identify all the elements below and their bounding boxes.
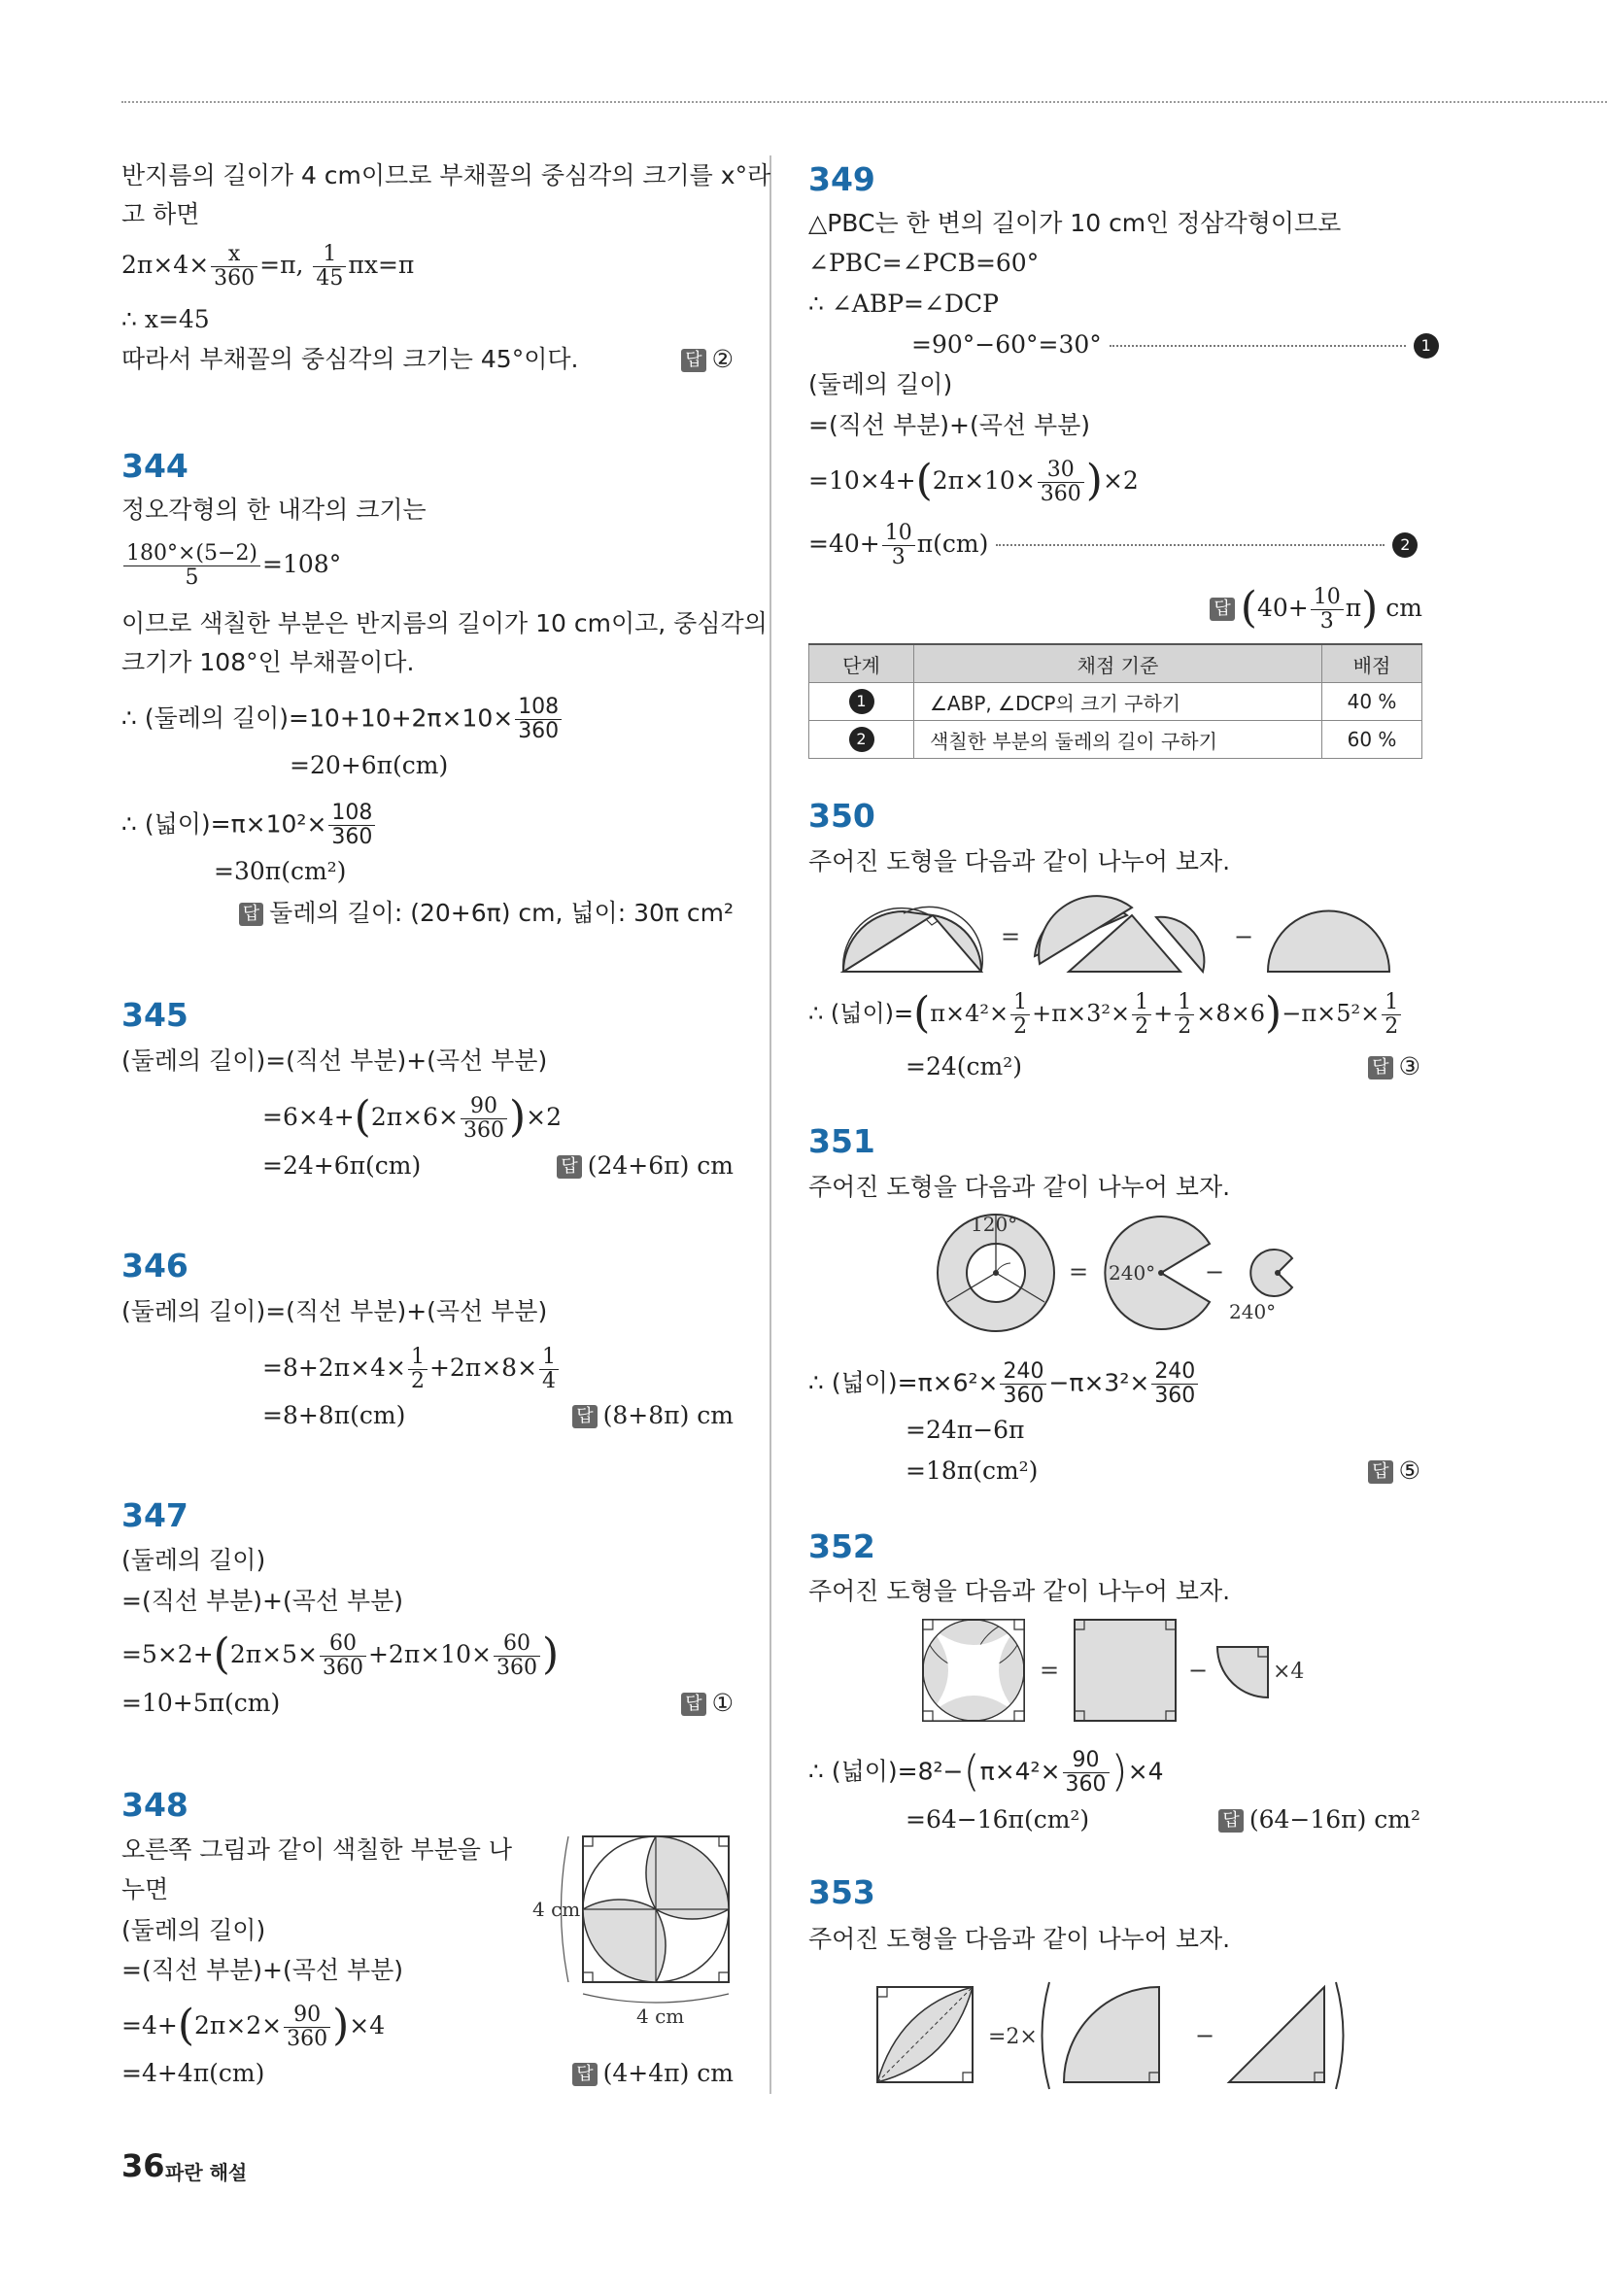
- equation-line: =8+2π×4× $\frac{1}{2}$ +2π×8× $\frac{1}{4}$: [262, 1346, 561, 1393]
- answer-badge: 답: [1210, 598, 1234, 621]
- equation-line: ∠PBC=∠PCB=60°: [808, 249, 1040, 277]
- equals-sign: =: [1001, 923, 1021, 950]
- problem-number: 349: [808, 160, 875, 198]
- answer-badge: 답: [681, 349, 705, 372]
- table-cell: 40 %: [1322, 683, 1422, 721]
- fraction: $\frac{90}{360}$: [284, 2004, 330, 2051]
- problem-number: 345: [121, 996, 188, 1034]
- equation-line: =4+4π(cm): [121, 2059, 265, 2087]
- fraction: $\frac{1}{2}$: [1010, 991, 1030, 1039]
- figure-label: 4 cm: [636, 2005, 685, 2028]
- minus-sign: −: [1188, 1657, 1209, 1684]
- fraction: $\frac{90}{360}$: [1063, 1749, 1110, 1797]
- equation-line: =30π(cm²): [214, 857, 347, 885]
- text-line: =(직선 부분)+(곡선 부분): [121, 1587, 404, 1615]
- fraction: $\frac{108}{360}$: [515, 696, 562, 743]
- text-line: 반지름의 길이가 4 cm이므로 부채꼴의 중심각의 크기를 x°라: [121, 161, 771, 189]
- equation-line: ∴ (넓이)=8²−(π×4²× $\frac{90}{360}$ )×4: [808, 1746, 1164, 1797]
- fraction: $\frac{30}{360}$: [1038, 459, 1084, 506]
- equation-line: =10×4+(2π×10× $\frac{30}{360}$ )×2: [808, 456, 1139, 506]
- text-line: 주어진 도형을 다음과 같이 나누어 보자.: [808, 1925, 1231, 1953]
- answer-badge: 답: [1368, 1460, 1392, 1484]
- text-line: 고 하면: [121, 200, 200, 228]
- problem-number: 350: [808, 797, 875, 835]
- equation-line: =10+5π(cm): [121, 1689, 281, 1717]
- answer: 답 (40+ $\frac{10}{3}$ π) cm: [1210, 586, 1422, 634]
- equation-line: =4+(2π×2× $\frac{90}{360}$ )×4: [121, 2001, 386, 2051]
- step-marker: 1: [849, 689, 874, 714]
- fraction: $\frac{90}{360}$: [461, 1095, 507, 1143]
- table-cell: 60 %: [1322, 721, 1422, 759]
- fraction: $\frac{1}{2}$: [408, 1346, 427, 1393]
- text-line: 누면: [121, 1875, 169, 1903]
- equation-line: ∴ (넓이)=(π×4²× $\frac{1}{2}$ +π×3²× $\frac{1}{2}$ + $\frac{1}{2}$ ×8×6)−π×5²× $\frac{1}{2}$: [808, 991, 1403, 1039]
- equation-line: $\frac{180^\circ\times(5-2)}{5}$ =108°: [121, 542, 341, 590]
- answer: 답 ⑤: [1368, 1452, 1420, 1491]
- answer-badge: 답: [239, 903, 263, 926]
- angle-label: 240°: [1229, 1300, 1277, 1323]
- text-line: 주어진 도형을 다음과 같이 나누어 보자.: [808, 847, 1231, 875]
- text-line: 정오각형의 한 내각의 크기는: [121, 496, 427, 524]
- fraction: $\frac{1}{2}$: [1382, 991, 1401, 1039]
- fraction: $\frac{240}{360}$: [1000, 1360, 1046, 1408]
- text-line: (둘레의 길이): [121, 1546, 266, 1574]
- expr: =π,: [259, 251, 304, 279]
- figure-352: [921, 1618, 1329, 1734]
- answer-badge: 답: [572, 1405, 597, 1428]
- equation-line: =5×2+(2π×5× $\frac{60}{360}$ +2π×10× $\frac{60}{360}$ ): [121, 1629, 560, 1680]
- answer: 답 둘레의 길이: (20+6π) cm, 넓이: 30π cm²: [239, 894, 734, 933]
- expr: πx=π: [348, 251, 415, 279]
- expr: 2π×4×: [121, 251, 210, 279]
- equals-label: =2×: [988, 2025, 1038, 2049]
- text-line: 주어진 도형을 다음과 같이 나누어 보자.: [808, 1173, 1231, 1201]
- text-line: (둘레의 길이)=(직선 부분)+(곡선 부분): [121, 1297, 548, 1325]
- equation-line: =8+8π(cm): [262, 1401, 406, 1429]
- page-label: 파란 해설: [165, 2161, 248, 2184]
- problem-number: 344: [121, 447, 188, 485]
- table-header: 단계: [809, 644, 914, 683]
- step-marker: 2: [849, 727, 874, 752]
- fraction: $\frac{60}{360}$: [320, 1632, 366, 1680]
- scoring-table: [808, 643, 1422, 759]
- angle-label: 120°: [971, 1213, 1018, 1236]
- answer: 답 (8+8π) cm: [572, 1396, 734, 1435]
- equation-line: ∴ (넓이)=π×10²× $\frac{108}{360}$: [121, 802, 377, 849]
- fraction: $\frac{x}{360}$: [211, 243, 257, 291]
- fraction: $\frac{108}{360}$: [328, 802, 375, 849]
- figure-label: 4 cm: [532, 1898, 581, 1921]
- figure-348: [525, 1827, 738, 2031]
- table-cell: 색칠한 부분의 둘레의 길이 구하기: [914, 721, 1322, 759]
- table-row: [809, 683, 1422, 721]
- figure-351: [928, 1210, 1316, 1336]
- step-marker: 2: [1392, 532, 1418, 558]
- text-line: 크기가 108°인 부채꼴이다.: [121, 648, 415, 676]
- equation-line: =18π(cm²): [906, 1456, 1039, 1485]
- answer: 답 (24+6π) cm: [557, 1147, 734, 1185]
- equation-line: ∴ (둘레의 길이)=10+10+2π×10× $\frac{108}{360}$: [121, 696, 564, 743]
- equation-line: ∴ x=45: [121, 305, 210, 333]
- table-row: [809, 721, 1422, 759]
- fraction: $\frac{1}{45}$: [313, 243, 346, 291]
- equation-line: [121, 243, 414, 291]
- problem-number: 353: [808, 1873, 875, 1911]
- minus-sign: −: [1205, 1258, 1225, 1285]
- equation-line: ∴ ∠ABP=∠DCP: [808, 290, 999, 318]
- text-line: =(직선 부분)+(곡선 부분): [808, 411, 1091, 439]
- text-line: △PBC는 한 변의 길이가 10 cm인 정삼각형이므로: [808, 209, 1342, 237]
- equals-sign: =: [1040, 1657, 1060, 1684]
- table-cell: ∠ABP, ∠DCP의 크기 구하기: [914, 683, 1322, 721]
- figure-350: [836, 886, 1419, 983]
- top-dotted-rule: [121, 101, 1607, 103]
- answer: 답 (4+4π) cm: [572, 2054, 734, 2093]
- fraction: $\frac{240}{360}$: [1151, 1360, 1198, 1408]
- text-line: 이므로 색칠한 부분은 반지름의 길이가 10 cm이고, 중심각의: [121, 609, 768, 637]
- text-line: 따라서 부채꼴의 중심각의 크기는 45°이다.: [121, 345, 579, 373]
- equation-line: ∴ (넓이)=π×6²× $\frac{240}{360}$ −π×3²× $\frac{240}{360}$: [808, 1360, 1200, 1408]
- table-header: 배점: [1322, 644, 1422, 683]
- minus-sign: −: [1234, 923, 1254, 950]
- answer-badge: 답: [572, 2063, 597, 2086]
- answer: 답 ①: [681, 1684, 734, 1723]
- problem-number: 347: [121, 1496, 188, 1534]
- equation-line: =64−16π(cm²): [906, 1805, 1090, 1833]
- page-number: 36: [121, 2147, 165, 2184]
- times-label: ×4: [1273, 1660, 1305, 1684]
- equation-line: =20+6π(cm): [290, 751, 449, 779]
- answer-badge: 답: [681, 1693, 705, 1716]
- fraction: $\frac{1}{2}$: [1175, 991, 1194, 1039]
- answer: 답 ③: [1368, 1047, 1420, 1086]
- column-divider: [769, 155, 771, 2094]
- answer-badge: 답: [557, 1155, 581, 1179]
- fraction: $\frac{10}{3}$: [882, 522, 915, 569]
- text-line: (둘레의 길이): [121, 1916, 266, 1944]
- equation-line: =24+6π(cm): [262, 1151, 422, 1180]
- answer: 답 (64−16π) cm²: [1218, 1800, 1420, 1839]
- text-line: 주어진 도형을 다음과 같이 나누어 보자.: [808, 1577, 1231, 1605]
- fraction: $\frac{1}{4}$: [539, 1346, 559, 1393]
- angle-label: 240°: [1109, 1261, 1156, 1285]
- problem-number: 346: [121, 1247, 188, 1285]
- fraction: $\frac{1}{2}$: [1132, 991, 1151, 1039]
- problem-number: 352: [808, 1527, 875, 1565]
- equation-line: =6×4+(2π×6× $\frac{90}{360}$ )×2: [262, 1092, 562, 1143]
- problem-number: 351: [808, 1122, 875, 1160]
- equation-line: =24π−6π: [906, 1416, 1025, 1444]
- fraction: $\frac{10}{3}$: [1311, 586, 1344, 634]
- equation-line: =40+ $\frac{10}{3}$ π(cm) 2: [808, 522, 1418, 569]
- text-line: 오른쪽 그림과 같이 색칠한 부분을 나: [121, 1835, 512, 1864]
- equation-line: =90°−60°=30° 1: [911, 326, 1439, 364]
- equals-sign: =: [1069, 1258, 1089, 1285]
- table-header: 채점 기준: [914, 644, 1322, 683]
- problem-number: 348: [121, 1786, 188, 1824]
- answer: 답 ②: [681, 340, 734, 379]
- figure-353: [870, 1977, 1355, 2094]
- text-line: (둘레의 길이): [808, 370, 953, 398]
- answer-badge: 답: [1368, 1056, 1392, 1079]
- answer-badge: 답: [1218, 1809, 1243, 1833]
- fraction: $\frac{180^\circ\times(5-2)}{5}$: [123, 542, 260, 590]
- text-line: =(직선 부분)+(곡선 부분): [121, 1956, 404, 1984]
- equation-line: =24(cm²): [906, 1052, 1022, 1080]
- minus-sign: −: [1195, 2022, 1215, 2049]
- text-line: (둘레의 길이)=(직선 부분)+(곡선 부분): [121, 1046, 548, 1075]
- fraction: $\frac{60}{360}$: [494, 1632, 540, 1680]
- step-marker: 1: [1414, 333, 1439, 359]
